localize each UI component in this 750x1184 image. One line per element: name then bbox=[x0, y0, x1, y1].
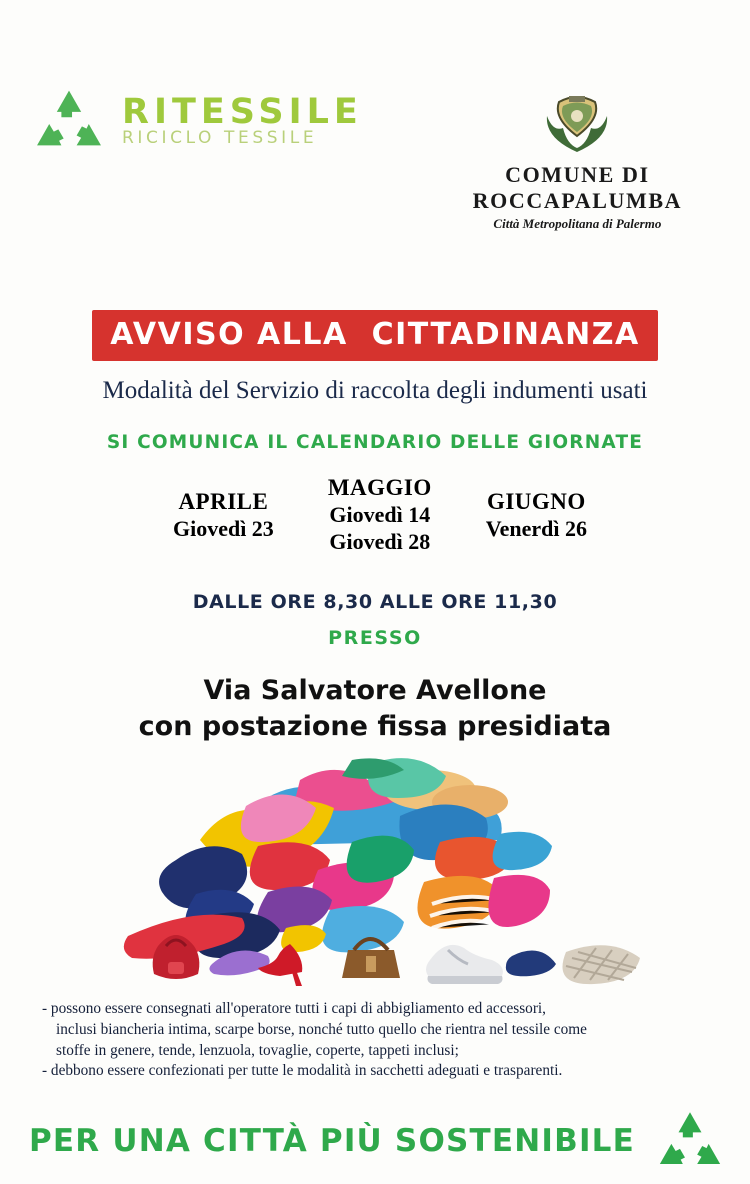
recycle-icon bbox=[30, 86, 108, 156]
note-line-4: - debbono essere confezionati per tutte le modalità in sacchetti adeguati e trasparenti. bbox=[42, 1062, 563, 1080]
note-line-3: stoffe in genere, tende, lenzuola, tovaglie, coperte, tappeti inclusi; bbox=[56, 1041, 459, 1059]
note-line-2: inclusi biancheria intima, scarpe borse, nonché tutto quello che rientra nel tessile come bbox=[56, 1020, 587, 1038]
month-block-maggio bbox=[328, 475, 432, 555]
month-block-aprile bbox=[173, 475, 274, 542]
month-day: Giovedì 14 bbox=[329, 502, 431, 527]
ritessile-brand bbox=[22, 86, 439, 156]
month-name: GIUGNO bbox=[486, 489, 586, 514]
banner-wrapper bbox=[0, 310, 750, 361]
presso-label: PRESSO bbox=[328, 627, 422, 649]
comune-subtitle: Città Metropolitana di Palermo bbox=[493, 216, 662, 231]
brand-text bbox=[122, 92, 439, 148]
service-subtitle: Modalità del Servizio di raccolta degli indumenti usati bbox=[102, 377, 648, 404]
pile-of-clothes-illustration bbox=[0, 750, 750, 995]
conditions-notes bbox=[42, 999, 710, 1082]
poster-header bbox=[0, 0, 750, 232]
month-block-giugno bbox=[486, 475, 587, 542]
recycle-icon bbox=[653, 1108, 727, 1174]
month-name: APRILE bbox=[178, 489, 269, 514]
comune-block bbox=[439, 86, 720, 232]
poster-footer bbox=[0, 1108, 750, 1174]
footer-slogan: PER UNA CITTÀ PIÙ SOSTENIBILE bbox=[28, 1122, 636, 1159]
avviso-banner: AVVISO ALLA CITTADINANZA bbox=[92, 310, 658, 361]
comune-title: COMUNE DI ROCCAPALUMBA bbox=[472, 162, 683, 213]
month-day: Venerdì 26 bbox=[485, 516, 588, 541]
brand-title: RITESSILE bbox=[122, 92, 363, 132]
month-day: Giovedì 28 bbox=[329, 529, 431, 554]
note-line-1: - possono essere consegnati all'operatore tutti i capi di abbigliamento ed accessori, bbox=[42, 1000, 546, 1018]
coat-of-arms-icon bbox=[539, 86, 615, 158]
service-hours: DALLE ORE 8,30 ALLE ORE 11,30 bbox=[192, 591, 558, 613]
sneaker bbox=[426, 945, 503, 984]
month-name: MAGGIO bbox=[327, 475, 432, 500]
address-block bbox=[0, 673, 750, 744]
month-day: Giovedì 23 bbox=[172, 516, 274, 541]
address-line-1: Via Salvatore Avellone bbox=[203, 675, 547, 706]
calendar-months bbox=[0, 475, 750, 555]
calendar-intro: SI COMUNICA IL CALENDARIO DELLE GIORNATE bbox=[106, 432, 644, 453]
patterned-cloth bbox=[563, 946, 641, 985]
address-line-2: con postazione fissa presidiata bbox=[138, 710, 612, 742]
brand-subtitle: RICICLO TESSILE bbox=[122, 128, 318, 148]
